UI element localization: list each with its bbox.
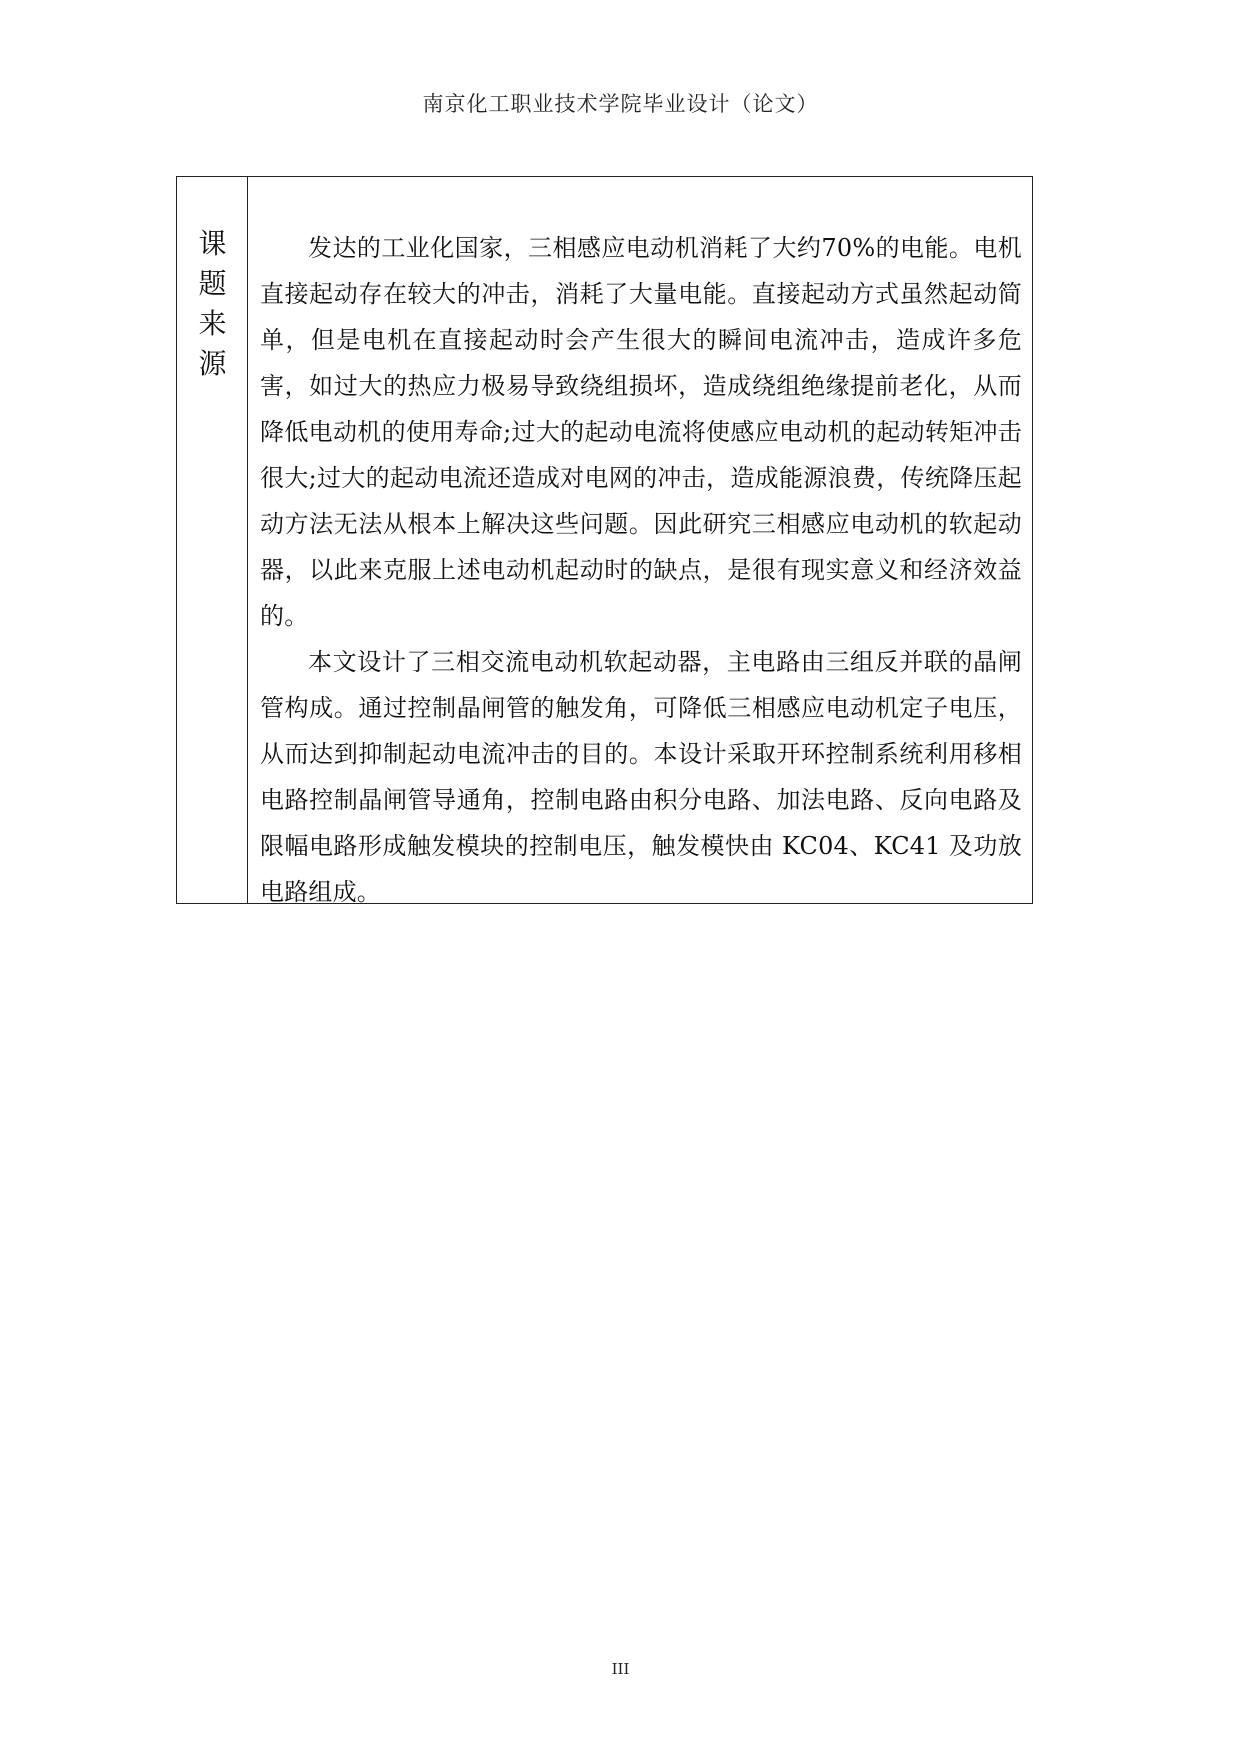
table-label-cell <box>177 177 248 903</box>
label-char: 源 <box>198 347 227 380</box>
paragraph: 发达的工业化国家，三相感应电动机消耗了大约70%的电能。电机直接起动存在较大的冲击，消耗了大量电能。直接起动方式虽然起动简单，但是电机在直接起动时会产生很大的瞬间电流冲击，造成许多危害，如过大的热应力极易导致绕组损坏，造成绕组绝缘提前老化，从而降低电动机的使用寿命;过大的起动电流将使感应电动机的起动转矩冲击很大;过大的起动电流还造成对电网的冲击，造成能源浪费，传统降压起动方法无法从根本上解决这些问题。因此研究三相感应电动机的软起动器，以此来克服上述电动机起动时的缺点，是很有现实意义和经济效益的。 <box>260 234 1022 630</box>
page-number: III <box>611 1660 630 1678</box>
label-char: 题 <box>198 267 227 300</box>
paragraph: 本文设计了三相交流电动机软起动器，主电路由三组反并联的晶闸管构成。通过控制晶闸管的触发角，可降低三相感应电动机定子电压，从而达到抑制起动电流冲击的目的。本设计采取开环控制系统利用移相电路控制晶闸管导通角，控制电路由积分电路、加法电路、反向电路及限幅电路形成触发模块的控制电压，触发模快由 KC04、KC41 及功放电路组成。 <box>260 648 1022 906</box>
label-char: 来 <box>198 307 227 340</box>
table-content-cell <box>260 225 1022 915</box>
content-table <box>176 176 1033 904</box>
label-char: 课 <box>198 227 227 260</box>
page-header: 南京化工职业技术学院毕业设计（论文） <box>422 92 819 116</box>
